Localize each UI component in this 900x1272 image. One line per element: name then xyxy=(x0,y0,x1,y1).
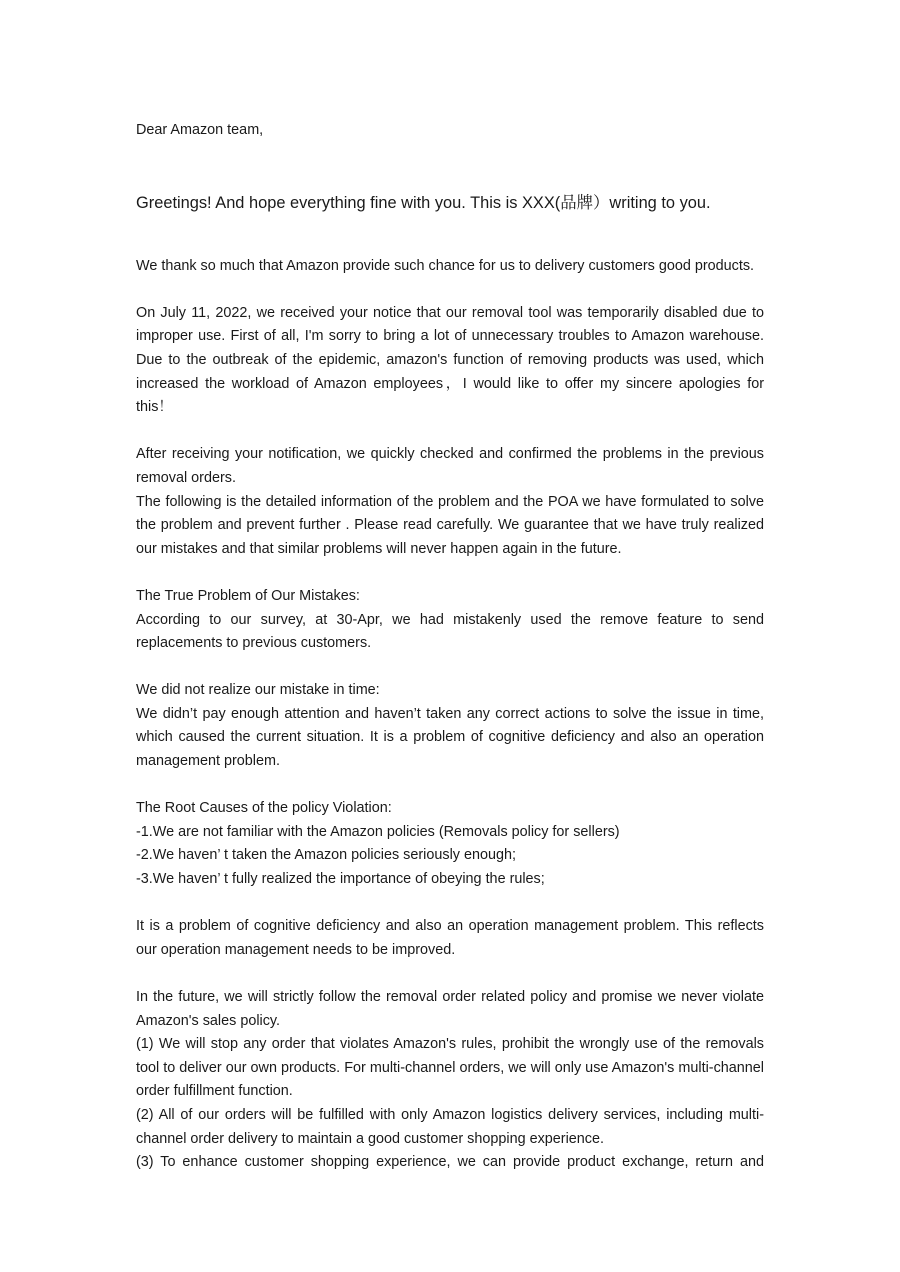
thanks-paragraph: We thank so much that Amazon provide such chance for us to delivery customers good products. xyxy=(136,257,755,274)
not-realize-heading: We did not realize our mistake in time: xyxy=(136,682,380,699)
root-cause-item: -1.We are not familiar with the Amazon policies (Removals policy for sellers) xyxy=(136,823,620,840)
root-causes-heading: The Root Causes of the policy Violation: xyxy=(136,800,392,817)
future-paragraph: In the future, we will strictly follow the removal order related policy and promise we never violate Amazon's sales policy. xyxy=(136,989,764,1029)
reflection-paragraph: It is a problem of cognitive deficiency and also an operation management problem. This reflects our operation management needs to be improved. xyxy=(136,918,764,958)
true-problem-text: According to our survey, at 30-Apr, we had mistakenly used the remove feature to send replacements to previous customers. xyxy=(136,611,764,652)
not-realize-text: We didn’t pay enough attention and haven’t taken any correct actions to solve the issue in time, which caused the current situation. It is a problem of cognitive deficiency and also an operation management problem. xyxy=(136,705,764,770)
true-problem-heading: The True Problem of Our Mistakes: xyxy=(136,587,360,604)
following-paragraph: The following is the detailed information of the problem and the POA we have formulated to solve the problem and prevent further . Please read carefully. We guarantee that we have truly realized our mistakes and that similar problems will never happen again in the future. xyxy=(136,493,764,557)
checked-paragraph: After receiving your notification, we quickly checked and confirmed the problems in the previous removal orders. xyxy=(136,446,764,486)
action-item: (3) To enhance customer shopping experience, we can provide product exchange, return and xyxy=(136,1154,764,1171)
greeting-line: Greetings! And hope everything fine with you. This is XXX(品牌）writing to you. xyxy=(136,193,711,212)
root-cause-item: -2.We haven’ t taken the Amazon policies seriously enough; xyxy=(136,847,516,864)
action-item: (1) We will stop any order that violates Amazon's rules, prohibit the wrongly use of the removals tool to deliver our own products. For multi-channel orders, we will only use Amazon's multi-channel order fulfillment function. xyxy=(136,1036,764,1100)
action-item: (2) All of our orders will be fulfilled with only Amazon logistics delivery services, including multi-channel order delivery to maintain a good customer shopping experience. xyxy=(136,1106,764,1147)
notice-paragraph: On July 11, 2022, we received your notice that our removal tool was temporarily disabled due to improper use. First of all, I'm sorry to bring a lot of unnecessary troubles to Amazon warehouse. Due to the outbreak of the epidemic, amazon's function of removing products was used, which increased the workload of Amazon employees，I would like to offer my sincere apologies for this！ xyxy=(136,304,764,416)
salutation: Dear Amazon team, xyxy=(136,122,264,138)
root-cause-item: -3.We haven’ t fully realized the importance of obeying the rules; xyxy=(136,871,545,888)
letter-body xyxy=(136,119,764,1175)
